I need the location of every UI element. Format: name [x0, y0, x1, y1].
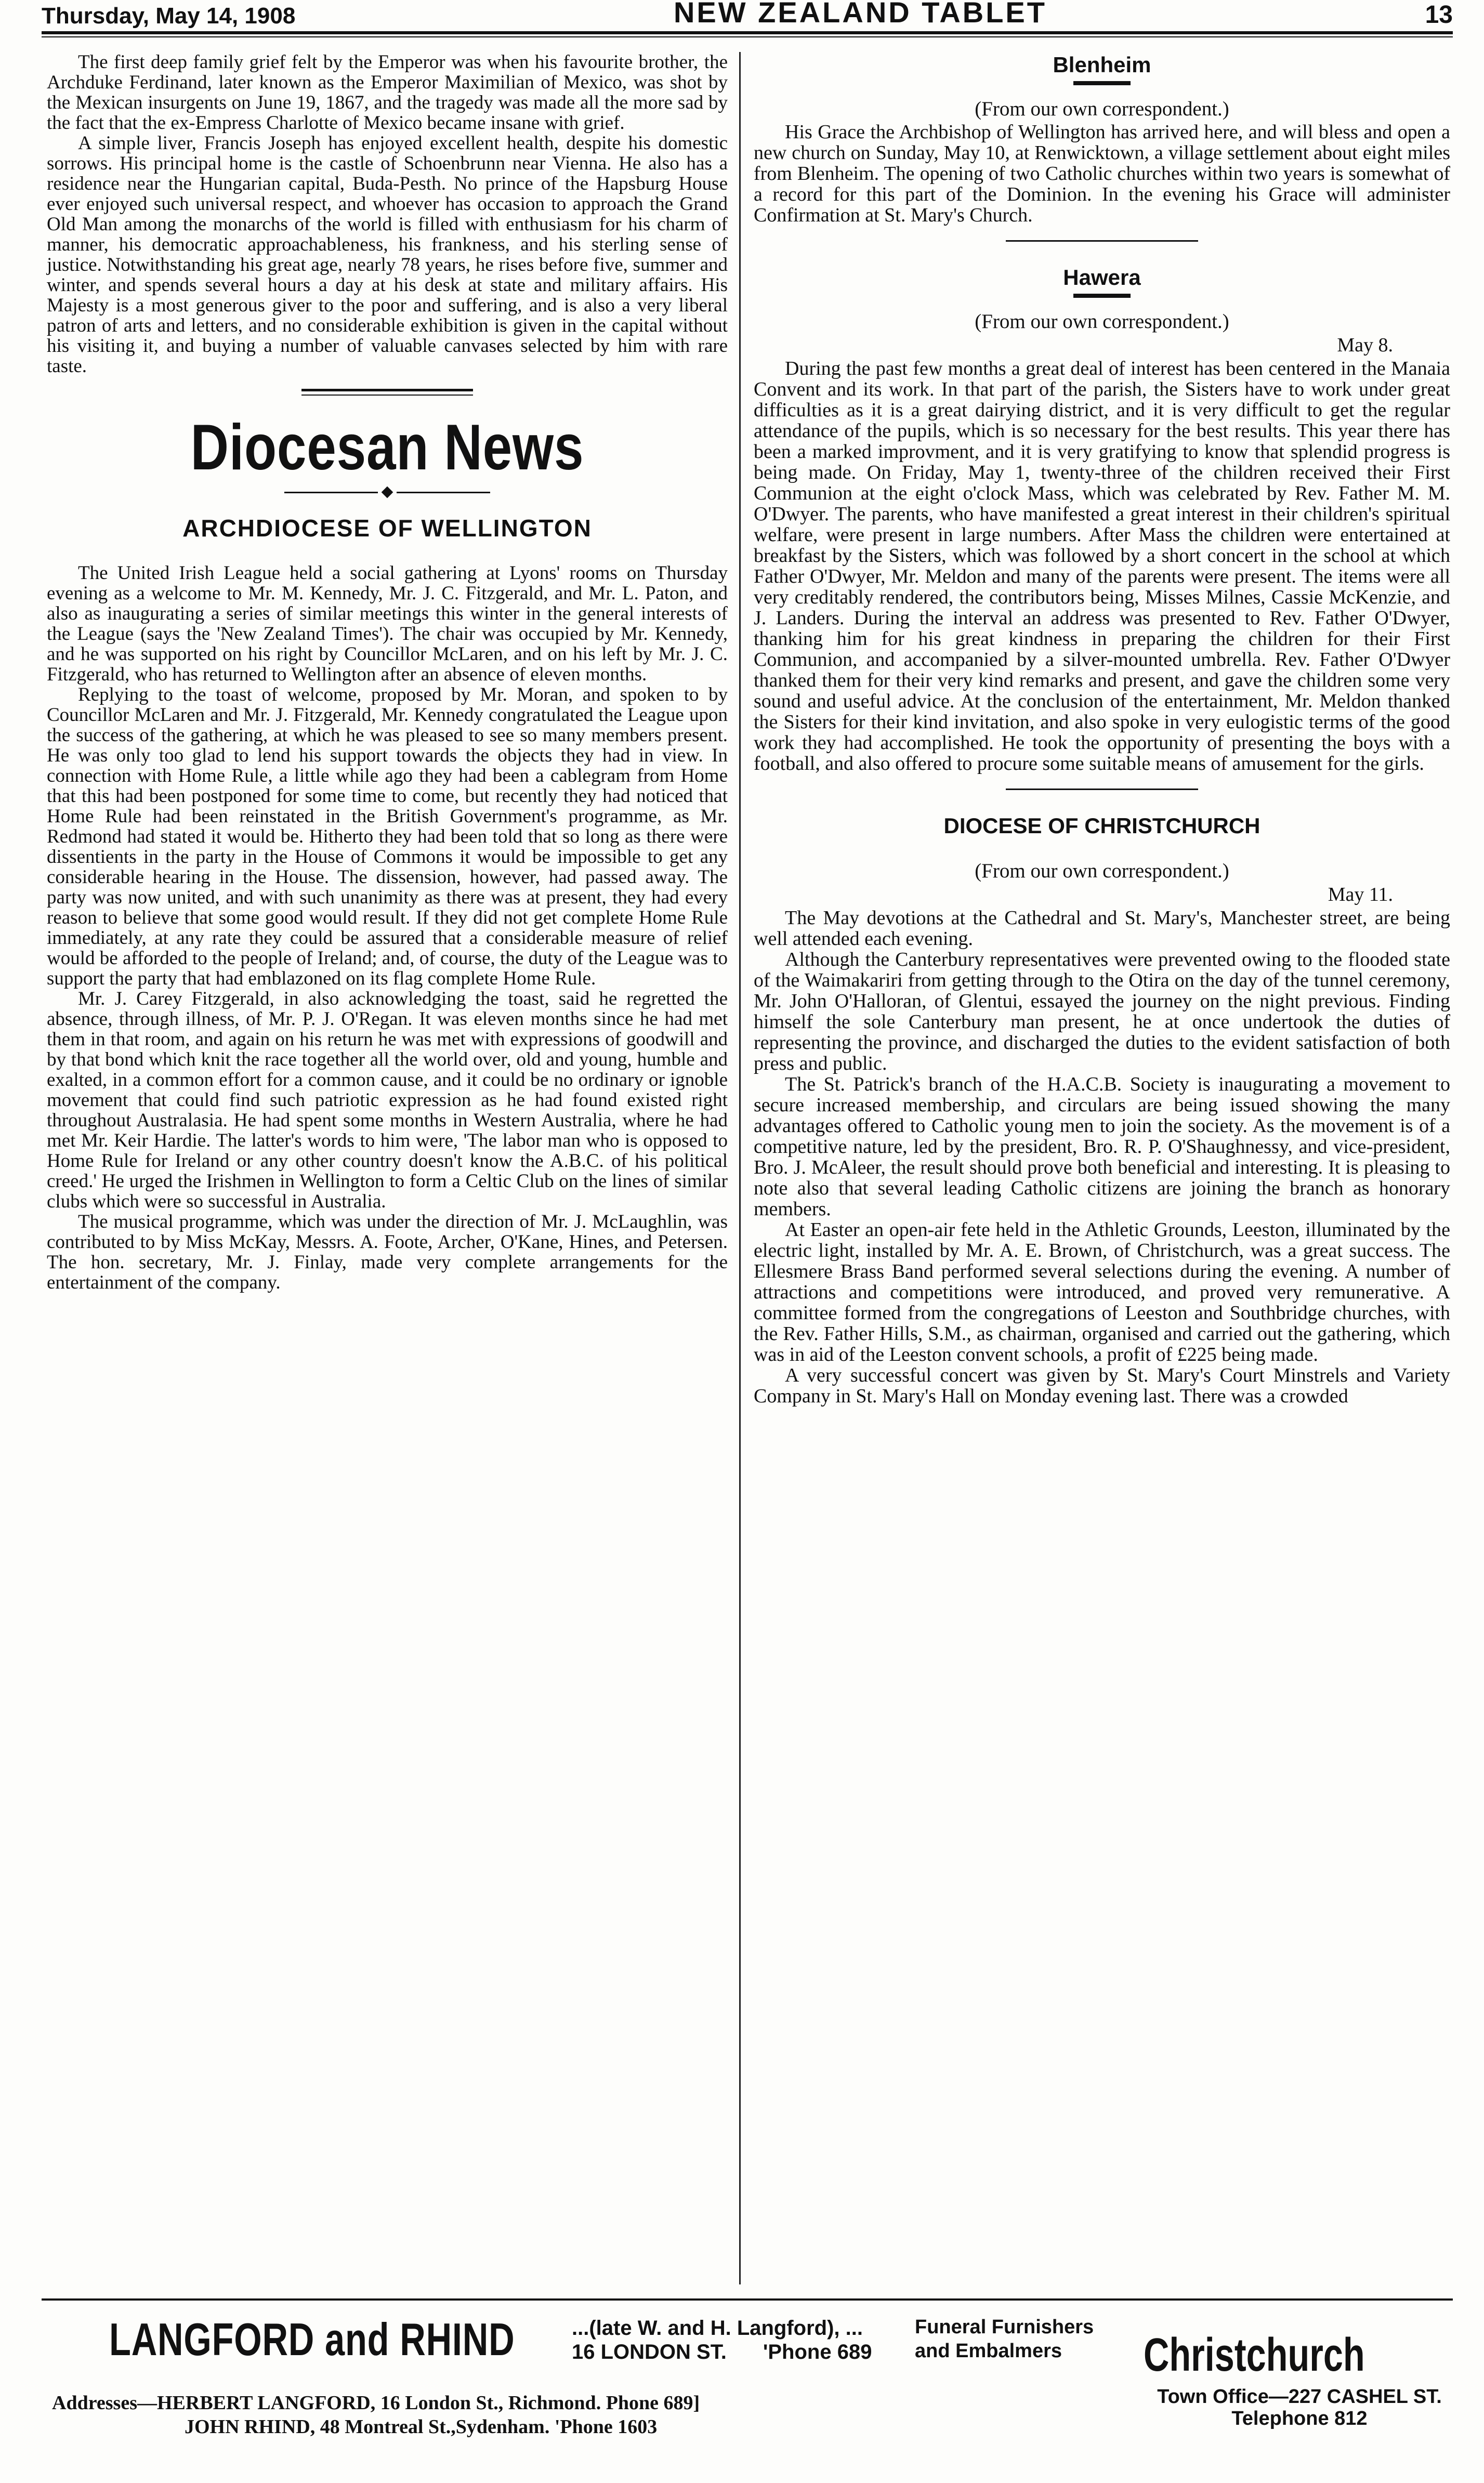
ad-street: 16 LONDON ST.: [572, 2341, 727, 2363]
ad-town-office-line: Town Office—227 CASHEL ST.: [1157, 2386, 1442, 2408]
article-paragraph: The first deep family grief felt by the Emperor was when his favourite brother, the Archduke Ferdinand, later known as the Emperor Maximilian of Mexico, was shot by the Mexican insurgents on June 19, 1867, and the tragedy was made all the more sad by the fact that the ex-Empress Charlotte of Mexico became insane with grief.: [47, 51, 728, 134]
left-column: [47, 52, 728, 1293]
ad-city: Christchurch: [1144, 2329, 1365, 2381]
advertisement-rule: [42, 2298, 1453, 2301]
section-separator: [1006, 789, 1198, 790]
section-title: Diocesan News: [190, 412, 584, 483]
advertisement: [52, 2308, 1453, 2479]
article-paragraph: The May devotions at the Cathedral and St. Mary's, Manchester street, are being well attended each evening.: [754, 907, 1450, 950]
page-number: 13: [1425, 1, 1453, 29]
section-separator: [1006, 240, 1198, 242]
column-divider: [739, 52, 741, 2284]
article-paragraph: Replying to the toast of welcome, proposed by Mr. Moran, and spoken to by Councillor McLaren and Mr. J. Fitzgerald, Mr. Kennedy congratulated the League upon the success of the gathering, at which he was pleased to see so many members present. He was only too glad to lend his support towards the objects they had in view. In connection with Home Rule, a little while ago they had been a cablegram from Home that this had been postponed for some time to come, but recently they had noticed that Home Rule had been reinstated in the British Government's programme, as Mr. Redmond had stated it would be. Hitherto they had been told that so long as there were dissentients in the party in the House of Commons it would be impossible to get any considerable hearing in the House. The dissension, however, had passed away. The party was now united, and with such unanimity as there was at present, they had every reason to believe that some good would result. If they did not get complete Home Rule immediately, at any rate they could be assured that a considerable measure of relief would be afforded to the people of Ireland; and, of course, the duty of the League was to support the party that had emblazoned on its flag complete Home Rule.: [47, 684, 728, 989]
dateline: May 8.: [1337, 334, 1393, 356]
article-paragraph: A simple liver, Francis Joseph has enjoyed excellent health, despite his domestic sorrows. His principal home is the castle of Schoenbrunn near Vienna. He also has a residence near the Hungarian capital, Buda-Pesth. No prince of the Hapsburg House ever enjoyed such universal respect, and whoever has occasion to approach the Grand Old Man among the monarchs of the world is filled with enthusiasm for his charm of manner, his democratic approachableness, his frankness, and his sterling sense of justice. Notwithstanding his great age, nearly 78 years, he rises before five, summer and winter, and spends several hours a day at his desk at state and military affairs. His Majesty is a most generous giver to the poor and suffering, and is also a very liberal patron of arts and letters, and no considerable exhibition is given in the capital without his visiting it, and buying a number of valuable canvases selected by him with rare taste.: [47, 133, 728, 377]
article-paragraph: The St. Patrick's branch of the H.A.C.B. Society is inaugurating a movement to secure increased membership, and circulars are being issued showing the many advantages offered to Catholic young men to join the society. As the movement is of a competitive nature, led by the president, Bro. R. P. O'Shaughnessy, and vice-president, Bro. J. McAleer, the result should prove both beneficial and interesting. It is pleasing to note also that several leading Catholic citizens are joining the branch as honorary members.: [754, 1073, 1450, 1220]
ad-late-line: ...(late W. and H. Langford), ...: [572, 2317, 863, 2340]
masthead-title: NEW ZEALAND TABLET: [673, 0, 1047, 29]
ad-addresses: [52, 2391, 700, 2439]
ad-address-line: Addresses—HERBERT LANGFORD, 16 London St., Richmond. Phone 689]: [52, 2392, 700, 2414]
ad-phone: 'Phone 689: [763, 2341, 872, 2363]
ad-telephone: Telephone 812: [1231, 2408, 1368, 2429]
hawera-heading: Hawera: [1063, 265, 1141, 290]
dateline: May 11.: [1328, 884, 1393, 905]
heading-bar: [1073, 81, 1131, 85]
article-paragraph: A very successful concert was given by St. Mary's Court Minstrels and Variety Company in St. Mary's Hall on Monday evening last. There was a crowded: [754, 1364, 1450, 1407]
ornament-line: [284, 492, 378, 493]
header-rule: [42, 31, 1453, 34]
archdiocese-heading: ARCHDIOCESE OF WELLINGTON: [182, 515, 592, 542]
right-column: [754, 52, 1450, 1407]
heading-bar: [1073, 294, 1131, 298]
article-paragraph: Mr. J. Carey Fitzgerald, in also acknowledging the toast, said he regretted the absence, through illness, of Mr. P. J. O'Regan. It was eleven months since he had met them in that room, and again on his return he was met with expressions of goodwill and by that bond which knit the race together all the world over, old and young, humble and exalted, in a common effort for a common cause, and it could be no ordinary or ignoble movement that could find such patriotic expression as he had found existed right throughout Australasia. He had spent some months in Western Australia, where he had met Mr. Keir Hardie. The latter's words to him were, 'The labor man who is opposed to Home Rule for Ireland or any other country doesn't know the A.B.C. of his political creed.' He urged the Irishmen in Wellington to form a Celtic Club on the lines of similar clubs which were so successful in Australia.: [47, 988, 728, 1212]
correspondent-note: (From our own correspondent.): [975, 98, 1229, 120]
article-paragraph: During the past few months a great deal of interest has been centered in the Manaia Convent and its work. In that part of the parish, the Sisters have to work under great difficulties as it is a great dairying district, and it is very difficult to get the regular attendance of the pupils, which is so necessary for the best results. This year there has been a marked improvment, and it is very gratifying to know that splendid progress is being made. On Friday, May 1, twenty-three of the children received their First Communion at the eight o'clock Mass, which was celebrated by Rev. Father M. M. O'Dwyer. The parents, who have manifested a great interest in their children's spiritual welfare, were present in large numbers. After Mass the children were entertained at breakfast by the Sisters, which was followed by a short concert in the school at which Father O'Dwyer, Mr. Meldon and many of the parents were present. The items were all very creditably rendered, the contributors being, Misses Milnes, Cassie McKenzie, and J. Landers. During the interval an address was presented to Rev. Father O'Dwyer, thanking him for his great kindness in preparing the children for their First Communion, and accompanied by a silver-mounted umbrella. Rev. Father O'Dwyer thanked them for their very kind remarks and present, and gave the children some very sound and useful advice. At the conclusion of the entertainment, Mr. Meldon thanked the Sisters for their kind invitation, and also spoke in very eulogistic terms of the good work they had accomplished. He took the opportunity of presenting the boys with a football, and also offered to procure some suitable means of amusement for the girls.: [754, 358, 1450, 774]
blenheim-heading: Blenheim: [1053, 52, 1151, 77]
ad-funeral-line: Funeral Furnishers: [915, 2316, 1094, 2338]
section-divider: [301, 389, 473, 396]
ad-late-firm: [572, 2316, 872, 2364]
header-date: Thursday, May 14, 1908: [42, 3, 296, 29]
article-paragraph: Although the Canterbury representatives were prevented owing to the flooded state of the Waimakariri from getting through to the Otira on the day of the tunnel ceremony, Mr. John O'Halloran, of Glentui, essayed the journey on the night previous. Finding himself the sole Canterbury man present, he at once undertook the duties of representing the province, and discharged the duties to the evident satisfaction of both press and public.: [754, 949, 1450, 1074]
article-paragraph: The musical programme, which was under the direction of Mr. J. McLaughlin, was contributed to by Miss McKay, Messrs. A. Foote, Archer, O'Kane, Hines, and Petersen. The hon. secretary, Mr. J. Finlay, made very complete arrangements for the entertainment of the company.: [47, 1211, 728, 1293]
ad-town-office: [1138, 2386, 1461, 2429]
ad-funeral-line: and Embalmers: [915, 2340, 1062, 2362]
diamond-icon: [382, 487, 393, 498]
page-header: [42, 0, 1453, 29]
ornament-line: [397, 492, 490, 493]
article-paragraph: At Easter an open-air fete held in the Athletic Grounds, Leeston, illuminated by the electric light, installed by Mr. A. E. Brown, of Christchurch, was a great success. The Ellesmere Brass Band performed several selections during the evening. A number of attractions and competitions were introduced, and proved very remunerative. A committee formed from the congregations of Leeston and Southbridge churches, with the Rev. Father Hills, S.M., as chairman, organised and carried out the gathering, which was in aid of the Leeston convent schools, a profit of £225 being made.: [754, 1219, 1450, 1365]
title-ornament: [47, 488, 728, 496]
correspondent-note: (From our own correspondent.): [975, 310, 1229, 333]
christchurch-heading: DIOCESE OF CHRISTCHURCH: [943, 813, 1260, 838]
correspondent-note: (From our own correspondent.): [975, 860, 1229, 882]
article-paragraph: His Grace the Archbishop of Wellington has arrived here, and will bless and open a new church on Sunday, May 10, at Renwicktown, a village settlement about eight miles from Blenheim. The opening of two Catholic churches within two years is somewhat of a record for this part of the Dominion. In the evening his Grace will administer Confirmation at St. Mary's Church.: [754, 121, 1450, 226]
ad-brand: LANGFORD and RHIND: [109, 2314, 515, 2365]
header-rule-thin: [42, 36, 1453, 37]
ad-street-phone: [572, 2340, 872, 2364]
ad-funeral-services: [915, 2315, 1094, 2363]
article-paragraph: The United Irish League held a social gathering at Lyons' rooms on Thursday evening as a welcome to Mr. M. Kennedy, Mr. J. C. Fitzgerald, and Mr. L. Paton, and also as inaugurating a series of similar meetings this winter in the general interests of the League (says the 'New Zealand Times'). The chair was occupied by Mr. Kennedy, and he was supported on his right by Councillor McLaren, and on his left by Mr. J. C. Fitzgerald, who has returned to Wellington after an absence of eleven months.: [47, 562, 728, 685]
ad-address-line: JOHN RHIND, 48 Montreal St.,Sydenham. 'Phone 1603: [185, 2416, 658, 2438]
